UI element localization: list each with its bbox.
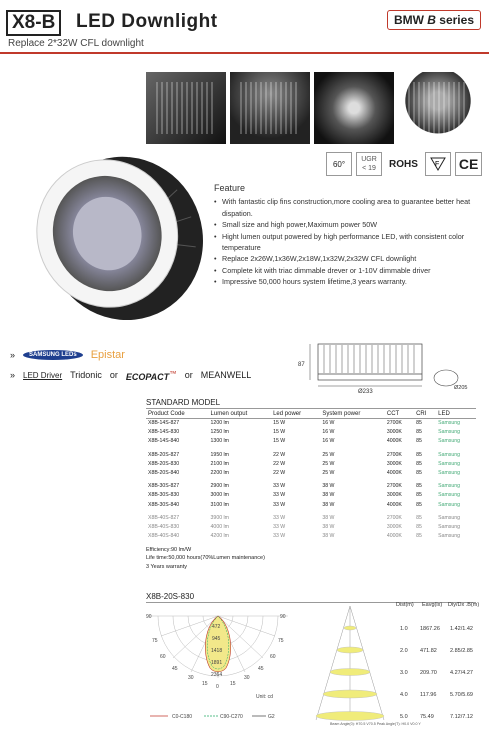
samsung-logo-sub: LEDs	[61, 352, 77, 358]
table-cell: X8B-20S-827	[148, 451, 180, 458]
table-cell: 4000K	[386, 470, 402, 477]
samsung-logo	[23, 350, 83, 360]
or-text: or	[184, 370, 193, 380]
table-cell: Samsung	[438, 492, 461, 499]
polar-value: 1418	[211, 648, 223, 654]
feature-item: • Complete kit with triac dimmable drever or 1-10V dimmable driver	[214, 265, 484, 276]
table-row	[146, 428, 476, 437]
table-cell: X8B-30S-840	[148, 501, 180, 508]
table-cell: 25 W	[322, 460, 335, 467]
note-lifetime: Life time:50,000 hours(70%Lumen maintenance)	[146, 555, 265, 562]
table-cell: X8B-14S-840	[148, 438, 180, 445]
ugr-value: < 19	[362, 165, 376, 172]
f-mark-icon	[425, 152, 451, 176]
table-cell: Samsung	[438, 533, 461, 540]
series-suffix: series	[435, 13, 474, 27]
cone-eavg: 1867.26	[420, 626, 440, 632]
cone-dist: 1.0	[400, 626, 408, 632]
polar-angle: 75	[278, 638, 284, 644]
header-led: LED	[436, 410, 476, 419]
table-cell: 2200 lm	[210, 470, 230, 477]
table-cell: 33 W	[273, 492, 286, 499]
table-cell: Samsung	[438, 420, 461, 427]
polar-angle: 30	[188, 675, 194, 681]
cone-diam: 7.12/7.12	[450, 714, 473, 720]
table-cell: 3000 lm	[210, 492, 230, 499]
polar-angle: 0	[216, 684, 219, 690]
polar-value: 1891	[211, 660, 223, 666]
or-text: or	[109, 370, 118, 380]
header-cct: CCT	[385, 410, 414, 419]
series-prefix: BMW	[393, 13, 424, 27]
certifications	[326, 152, 482, 176]
table-cell: 25 W	[322, 470, 335, 477]
series-italic: B	[427, 13, 436, 27]
table-cell: 4200 lm	[210, 533, 230, 540]
table-cell: 85	[416, 460, 422, 467]
table-cell: 4000 lm	[210, 523, 230, 530]
feature-title: Feature	[214, 183, 246, 193]
header-led-power: Led power	[271, 410, 320, 419]
table-row	[146, 482, 476, 491]
brands-section	[10, 345, 310, 385]
polar-value: 945	[212, 636, 221, 642]
table-row	[146, 468, 476, 477]
polar-diagram	[146, 606, 290, 724]
epistar-logo: Epistar	[90, 349, 125, 361]
cone-diam: 2.85/2.85	[450, 648, 473, 654]
table-cell: 25 W	[322, 451, 335, 458]
table-row	[146, 437, 476, 446]
table-cell: 4000K	[386, 533, 402, 540]
cutout-label: Ø205	[454, 385, 468, 391]
table-cell: 2700K	[386, 483, 402, 490]
table-body	[146, 419, 476, 541]
ecopact-tm: ™	[169, 368, 177, 378]
table-cell: 85	[416, 483, 422, 490]
cone-eavg: 209.70	[420, 670, 437, 676]
feature-item: • With fantastic clip fins construction,more cooling area to guarantee better heat dispation.	[214, 196, 484, 219]
rohs-badge: ROHS	[389, 158, 418, 170]
heatsink-radial-photo	[314, 72, 394, 144]
table-cell: 38 W	[322, 501, 335, 508]
table-cell: 3100 lm	[210, 501, 230, 508]
table-cell: Samsung	[438, 460, 461, 467]
table-cell: 1250 lm	[210, 429, 230, 436]
table-cell: 38 W	[322, 533, 335, 540]
table-cell: X8B-30S-827	[148, 483, 180, 490]
table-cell: X8B-14S-827	[148, 420, 180, 427]
table-cell: 3000K	[386, 460, 402, 467]
table-cell: 33 W	[273, 533, 286, 540]
cone-dist: 2.0	[400, 648, 408, 654]
series-badge	[387, 10, 481, 30]
table-cell: 16 W	[322, 429, 335, 436]
feature-item: • Replace 2x26W,1x36W,2x18W,1x32W,2x32W CFL downlight	[214, 253, 484, 264]
table-cell: 85	[416, 492, 422, 499]
table-cell: 2100 lm	[210, 460, 230, 467]
table-cell: 2700K	[386, 451, 402, 458]
driver-brand-row	[10, 365, 310, 385]
table-cell: Samsung	[438, 483, 461, 490]
standard-model-rule	[146, 408, 476, 409]
table-row	[146, 459, 476, 468]
polar-angle: 90	[146, 614, 152, 620]
page-title: LED Downlight	[76, 11, 218, 32]
svg-text:F: F	[434, 161, 440, 168]
heatsink-side-photo	[398, 72, 478, 144]
photometric-title: X8B-20S-830	[146, 592, 195, 601]
standard-model-table	[146, 410, 476, 541]
polar-angle: 45	[172, 666, 178, 672]
table-header-row	[146, 410, 476, 419]
cone-header: Dist(m)	[396, 602, 414, 608]
legend-g2: G2	[268, 714, 275, 720]
table-cell: 15 W	[273, 438, 286, 445]
header-product-code: Product Code	[146, 410, 209, 419]
cone-footer: Beam Angle(0): H70.5 V70.5 Peak Angle(T): H0.0 V0.0 Y	[330, 722, 421, 726]
table-cell: 22 W	[273, 460, 286, 467]
note-efficiency: Efficiency:90 lm/W	[146, 547, 192, 553]
table-cell: 3000K	[386, 429, 402, 436]
polar-angle: 60	[160, 654, 166, 660]
table-cell: 1200 lm	[210, 420, 230, 427]
table-cell: 38 W	[322, 483, 335, 490]
table-cell: 2700K	[386, 420, 402, 427]
table-cell: 33 W	[273, 523, 286, 530]
table-cell: X8B-20S-840	[148, 470, 180, 477]
table-cell: Samsung	[438, 470, 461, 477]
cone-header: Eavg(lx)	[422, 602, 443, 608]
table-cell: 22 W	[273, 451, 286, 458]
led-driver-label: LED Driver	[23, 370, 63, 380]
model-code: X8-B	[6, 10, 61, 36]
table-cell: 85	[416, 523, 422, 530]
beam-angle-icon	[326, 152, 352, 176]
table-cell: 85	[416, 438, 422, 445]
cone-diam: 4.27/4.27	[450, 670, 473, 676]
table-cell: Samsung	[438, 523, 461, 530]
table-row	[146, 491, 476, 500]
diameter-label: Ø233	[358, 389, 373, 395]
polar-value: 472	[212, 624, 221, 630]
legend-c90: C90-C270	[220, 714, 243, 720]
table-cell: Samsung	[438, 514, 461, 521]
header-lumen-output: Lumen output	[209, 410, 272, 419]
table-cell: 33 W	[273, 514, 286, 521]
samsung-logo-text: SAMSUNG	[29, 352, 60, 358]
downlight-product-image	[12, 132, 212, 332]
subtitle: Replace 2*32W CFL downlight	[8, 38, 144, 49]
feature-item: • Small size and high power,Maximum power 50W	[214, 219, 484, 230]
table-cell: 4000K	[386, 501, 402, 508]
table-cell: 3000K	[386, 492, 402, 499]
dimension-drawing	[290, 336, 489, 396]
table-row	[146, 419, 476, 428]
table-cell: 85	[416, 533, 422, 540]
table-cell: 38 W	[322, 514, 335, 521]
table-cell: 16 W	[322, 438, 335, 445]
feature-list	[214, 196, 484, 287]
ecopact-text: ECOPACT	[125, 371, 170, 382]
meanwell-logo: MEANWELL	[200, 370, 252, 380]
polar-angle: 15	[202, 681, 208, 687]
table-row	[146, 532, 476, 541]
illuminance-cone	[300, 600, 480, 726]
header-cri: CRI	[414, 410, 436, 419]
beam-angle-label: 60°	[332, 159, 346, 169]
height-label: 87	[298, 362, 305, 368]
table-cell: 16 W	[322, 420, 335, 427]
table-cell: 85	[416, 501, 422, 508]
table-cell: 85	[416, 451, 422, 458]
table-cell: 2700K	[386, 514, 402, 521]
feature-item: • Impressive 50,000 hours system lifetime,3 years warranty.	[214, 276, 484, 287]
cone-header: Diy/Dx .B(m)	[448, 602, 480, 608]
table-cell: 15 W	[273, 420, 286, 427]
table-row	[146, 450, 476, 459]
legend-c0: C0-C180	[172, 714, 193, 720]
ugr-label: UGR	[361, 156, 377, 163]
table-cell: X8B-40S-840	[148, 533, 180, 540]
cone-dist: 5.0	[400, 714, 408, 720]
cone-eavg: 471.82	[420, 648, 437, 654]
table-cell: 38 W	[322, 492, 335, 499]
table-cell: X8B-40S-827	[148, 514, 180, 521]
table-cell: 3900 lm	[210, 514, 230, 521]
cone-eavg: 117.96	[420, 692, 437, 698]
polar-angle: 15	[230, 681, 236, 687]
table-cell: X8B-20S-830	[148, 460, 180, 467]
table-cell: 3000K	[386, 523, 402, 530]
polar-value: 2364	[211, 672, 223, 678]
ce-mark: CE	[455, 152, 482, 176]
polar-angle: 90	[280, 614, 286, 620]
table-cell: 38 W	[322, 523, 335, 530]
header	[0, 0, 489, 52]
table-cell: 22 W	[273, 470, 286, 477]
tridonic-logo: Tridonic	[70, 370, 102, 380]
polar-unit: Unit: cd	[256, 694, 273, 700]
polar-angle: 45	[258, 666, 264, 672]
table-cell: 85	[416, 420, 422, 427]
led-brand-row	[10, 345, 310, 365]
ecopact-logo	[126, 369, 177, 382]
feature-item: • Hight lumen output powered by high performance LED, with consistent color temperature	[214, 231, 484, 254]
table-cell: 85	[416, 429, 422, 436]
table-cell: X8B-30S-830	[148, 492, 180, 499]
feature-section	[214, 183, 484, 288]
cone-diam: 5.70/5.69	[450, 692, 473, 698]
table-row	[146, 522, 476, 531]
note-warranty: 3 Years warranty	[146, 563, 187, 570]
header-rule	[0, 52, 489, 54]
table-cell: Samsung	[438, 429, 461, 436]
row-marker: »	[10, 370, 16, 380]
table-cell: 15 W	[273, 429, 286, 436]
table-cell: 85	[416, 514, 422, 521]
table-cell: 1950 lm	[210, 451, 230, 458]
table-cell: 85	[416, 470, 422, 477]
table-cell: 2900 lm	[210, 483, 230, 490]
table-cell: Samsung	[438, 501, 461, 508]
polar-angle: 75	[152, 638, 158, 644]
cone-dist: 4.0	[400, 692, 408, 698]
table-cell: X8B-40S-830	[148, 523, 180, 530]
row-marker: »	[10, 350, 16, 360]
polar-angle: 60	[270, 654, 276, 660]
heatsink-top-photo	[230, 72, 310, 144]
cone-diam: 1.42/1.42	[450, 626, 473, 632]
ugr-badge	[356, 152, 382, 176]
table-cell: 33 W	[273, 483, 286, 490]
table-cell: Samsung	[438, 451, 461, 458]
table-row	[146, 500, 476, 509]
header-system-power: System power	[320, 410, 385, 419]
table-cell: 4000K	[386, 438, 402, 445]
cone-eavg: 75.49	[420, 714, 434, 720]
table-cell: X8B-14S-830	[148, 429, 180, 436]
table-cell: 1300 lm	[210, 438, 230, 445]
table-row	[146, 513, 476, 522]
notes	[146, 546, 265, 571]
cone-dist: 3.0	[400, 670, 408, 676]
table-cell: 33 W	[273, 501, 286, 508]
standard-model-title: STANDARD MODEL	[146, 398, 221, 407]
polar-angle: 30	[244, 675, 250, 681]
table-cell: Samsung	[438, 438, 461, 445]
